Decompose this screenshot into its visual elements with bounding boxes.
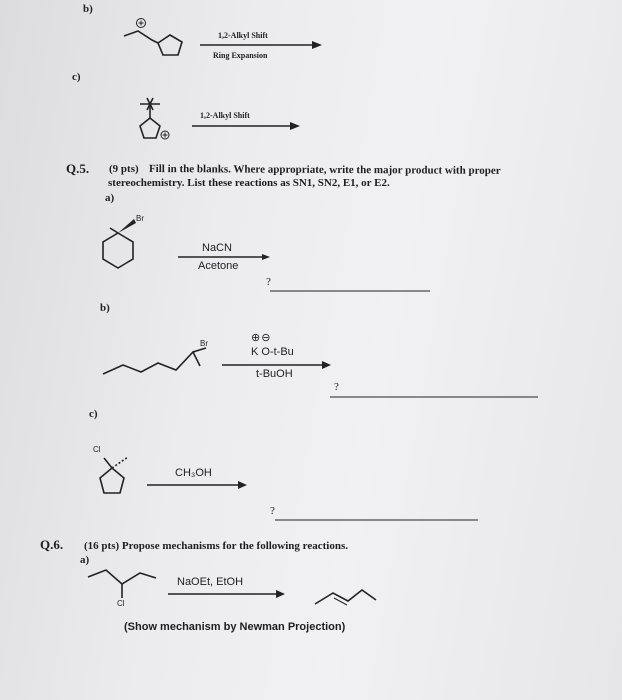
q6a-note: (Show mechanism by Newman Projection) (124, 621, 346, 633)
q4b-carbocation-structure (124, 19, 182, 56)
q5c-structure (100, 457, 128, 493)
q5a-structure (103, 219, 136, 268)
q6a-reagent: NaOEt, EtOH (177, 576, 244, 588)
q6-instructions: (16 pts) Propose mechanisms for the following reactions. (84, 540, 348, 552)
q4c-label: c) (72, 71, 81, 83)
q5c-substituent: Cl (93, 445, 101, 454)
q4b-reaction-arrow (200, 41, 322, 49)
q4b-arrow-label-top: 1,2-Alkyl Shift (218, 31, 268, 40)
q6a-label: a) (80, 554, 90, 566)
q5b-reagent-1: K O-t-Bu (251, 346, 294, 358)
q5b-blank-mark: ? (334, 381, 339, 393)
q6-number: Q.6. (40, 537, 64, 552)
q5b-reagent-2: t-BuOH (256, 368, 293, 380)
q5-instructions-line1: Fill in the blanks. Where appropriate, write the major product with proper (148, 163, 501, 177)
q5-instructions-line2: stereochemistry. List these reactions as SN1, SN2, E1, or E2. (108, 177, 390, 189)
q4b-label: b) (83, 3, 93, 15)
q6a-reaction-arrow (168, 590, 285, 598)
q6a-product-structure (315, 590, 376, 605)
q5c-label: c) (89, 408, 98, 420)
q6a-reactant-structure (88, 570, 156, 598)
q5a-substituent: Br (136, 214, 144, 223)
q5-number: Q.5. (66, 161, 90, 176)
q4c-reaction-arrow (192, 122, 300, 130)
q5b-substituent: Br (200, 339, 208, 348)
q4c-carbocation-structure (140, 98, 169, 139)
q4c-arrow-label: 1,2-Alkyl Shift (200, 111, 250, 120)
q5c-blank-mark: ? (270, 505, 275, 517)
q6a-substituent: Cl (117, 599, 125, 608)
q5a-blank-mark: ? (266, 276, 271, 288)
q5a-reagent-2: Acetone (198, 260, 239, 272)
q5-points: (9 pts) (109, 163, 139, 175)
q5b-charges: ⊕⊖ (251, 332, 272, 344)
q5c-reaction-arrow (147, 481, 247, 489)
q5c-reagent: CH₃OH (175, 467, 212, 479)
q5a-reagent-1: NaCN (202, 242, 232, 254)
q5b-label: b) (100, 302, 110, 314)
q4b-arrow-label-bottom: Ring Expansion (213, 51, 268, 60)
q5b-structure (103, 348, 206, 374)
q5a-label: a) (105, 192, 115, 204)
